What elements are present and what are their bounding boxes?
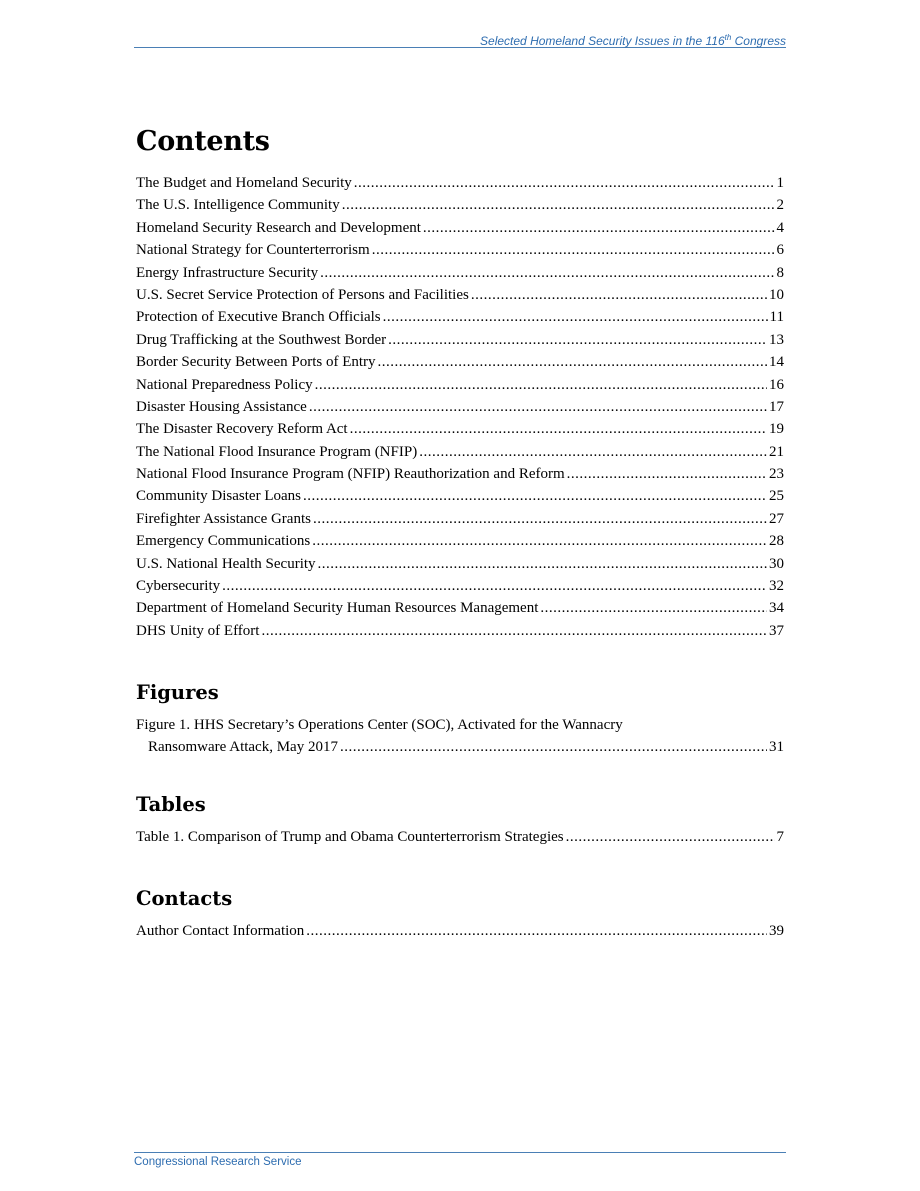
footer-text: Congressional Research Service [134,1156,302,1168]
dot-leader [261,620,767,642]
tables-list [136,826,784,848]
toc-entry[interactable] [136,485,784,507]
figure-entry-title-line2: Ransomware Attack, May 2017 [148,739,338,756]
toc-entry-page: 8 [776,264,784,281]
toc-entry[interactable] [136,306,784,328]
toc-entry-title: The U.S. Intelligence Community [136,197,340,214]
dot-leader [378,351,767,373]
toc-entry[interactable] [136,329,784,351]
toc-entry-title: U.S. National Health Security [136,555,316,572]
dot-leader [222,575,767,597]
toc-entry-title: National Flood Insurance Program (NFIP) Reauthorization and Reform [136,466,565,483]
toc-entry-title: DHS Unity of Effort [136,622,260,639]
toc-entry-title: Energy Infrastructure Security [136,264,319,281]
toc-entry[interactable] [136,239,784,261]
toc-entry[interactable] [136,418,784,440]
dot-leader [306,920,767,942]
dot-leader [312,530,767,552]
toc-entry-page: 2 [776,197,784,214]
toc-entry-title: Emergency Communications [136,533,311,550]
toc-entry-page: 10 [769,286,784,303]
toc-entry-page: 34 [769,600,784,617]
toc-entry-page: 13 [769,331,784,348]
toc-entry[interactable] [136,597,784,619]
contents-heading: Contents [136,126,270,157]
contacts-entry-title: Author Contact Information [136,923,305,939]
figure-entry-page: 31 [769,739,784,756]
dot-leader [354,172,775,194]
table-entry-page: 7 [776,829,784,845]
running-header-superscript: th [724,33,732,42]
dot-leader [340,736,767,758]
toc-entry-title: Disaster Housing Assistance [136,398,307,415]
toc-entry-title: Department of Homeland Security Human Resources Management [136,600,539,617]
dot-leader [309,396,767,418]
toc-entry[interactable] [136,284,784,306]
tables-heading: Tables [136,793,206,816]
toc-entry-page: 28 [769,533,784,550]
toc-entry-page: 19 [769,421,784,438]
toc-entry-title: Protection of Executive Branch Officials [136,309,381,326]
contents-list [136,172,784,642]
dot-leader [315,374,767,396]
dot-leader [320,262,774,284]
dot-leader [318,553,767,575]
toc-entry[interactable] [136,530,784,552]
dot-leader [372,239,775,261]
figure-entry-title-line1: Figure 1. HHS Secretary’s Operations Center (SOC), Activated for the Wannacry [136,717,623,733]
running-header-text-end: Congress [731,34,786,48]
figures-heading: Figures [136,681,219,704]
dot-leader [303,485,767,507]
dot-leader [342,194,775,216]
dot-leader [383,306,768,328]
toc-entry[interactable] [136,262,784,284]
dot-leader [423,217,775,239]
table-entry[interactable] [136,826,784,848]
toc-entry[interactable] [136,396,784,418]
toc-entry[interactable] [136,463,784,485]
toc-entry-title: U.S. Secret Service Protection of Persons and Facilities [136,286,469,303]
contacts-entry-page: 39 [769,923,784,939]
dot-leader [567,463,767,485]
dot-leader [471,284,767,306]
toc-entry[interactable] [136,194,784,216]
contacts-list [136,920,784,942]
toc-entry-page: 37 [769,622,784,639]
table-entry-title: Table 1. Comparison of Trump and Obama Counterterrorism Strategies [136,829,564,845]
toc-entry-page: 16 [769,376,784,393]
toc-entry-page: 17 [769,398,784,415]
toc-entry[interactable] [136,620,784,642]
toc-entry-title: Firefighter Assistance Grants [136,510,311,527]
toc-entry-page: 32 [769,578,784,595]
toc-entry-title: The Disaster Recovery Reform Act [136,421,348,438]
running-header-text: Selected Homeland Security Issues in the 116 [480,34,725,48]
toc-entry[interactable] [136,553,784,575]
toc-entry-page: 21 [769,443,784,460]
toc-entry-page: 14 [769,354,784,371]
toc-entry[interactable] [136,575,784,597]
toc-entry[interactable] [136,441,784,463]
toc-entry[interactable] [136,374,784,396]
page-footer [134,1152,786,1168]
contacts-heading: Contacts [136,887,233,910]
contacts-entry[interactable] [136,920,784,942]
dot-leader [313,508,767,530]
toc-entry-title: National Preparedness Policy [136,376,313,393]
toc-entry-page: 30 [769,555,784,572]
dot-leader [419,441,767,463]
toc-entry-title: Community Disaster Loans [136,488,301,505]
toc-entry-title: Drug Trafficking at the Southwest Border [136,331,387,348]
dot-leader [388,329,767,351]
running-header-title [480,34,786,48]
toc-entry-title: The Budget and Homeland Security [136,175,352,191]
toc-entry-page: 27 [769,510,784,527]
toc-entry-title: Border Security Between Ports of Entry [136,354,376,371]
toc-entry-page: 23 [769,466,784,483]
toc-entry-title: The National Flood Insurance Program (NFIP) [136,443,418,460]
figure-entry[interactable] [136,714,784,759]
dot-leader [350,418,767,440]
toc-entry[interactable] [136,508,784,530]
toc-entry-page: 6 [776,242,784,259]
toc-entry[interactable] [136,217,784,239]
dot-leader [540,597,767,619]
toc-entry-page: 4 [776,219,784,236]
running-header [134,31,786,48]
toc-entry-title: Homeland Security Research and Development [136,219,421,236]
toc-entry[interactable] [136,351,784,373]
toc-entry-page: 1 [776,175,784,191]
toc-entry-title: Cybersecurity [136,578,221,595]
toc-entry-title: National Strategy for Counterterrorism [136,242,370,259]
toc-entry[interactable] [136,172,784,194]
dot-leader [566,826,775,848]
toc-entry-page: 11 [769,309,784,326]
toc-entry-page: 25 [769,488,784,505]
